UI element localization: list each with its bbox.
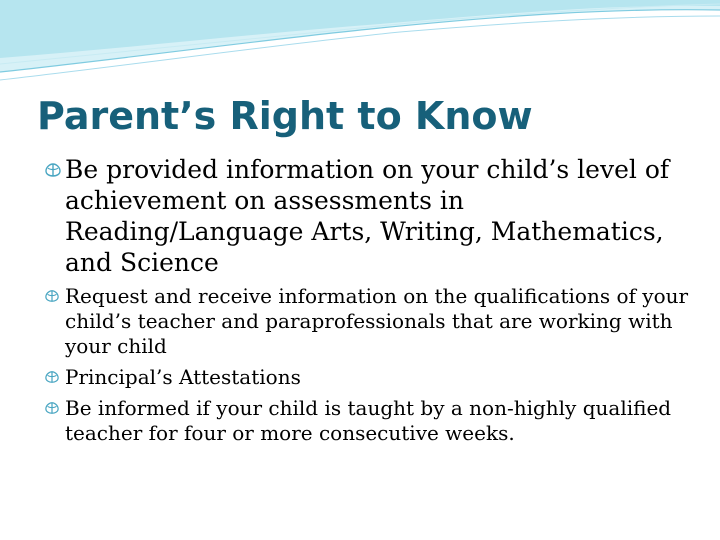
bullet-text: Be provided information on your child’s level of achievement on assessments in Reading/Language Arts, Writing, Mathematics, and Science bbox=[65, 155, 670, 277]
bullet-text: Request and receive information on the qualifications of your child’s teacher and paraprofessionals that are working with your child bbox=[65, 284, 689, 358]
tulip-bullet-icon bbox=[44, 370, 60, 384]
bullet-item bbox=[44, 396, 694, 446]
wave-header-decoration bbox=[0, 0, 720, 90]
bullet-item bbox=[44, 154, 694, 278]
slide-title: Parent’s Right to Know bbox=[37, 94, 533, 138]
bullet-list bbox=[44, 154, 694, 452]
tulip-bullet-icon bbox=[44, 162, 62, 178]
tulip-bullet-icon bbox=[44, 401, 60, 415]
tulip-bullet-icon bbox=[44, 289, 60, 303]
bullet-item bbox=[44, 365, 694, 390]
bullet-text: Be informed if your child is taught by a non-highly qualified teacher for four or more consecutive weeks. bbox=[65, 396, 672, 445]
bullet-text: Principal’s Attestations bbox=[65, 365, 301, 389]
bullet-item bbox=[44, 284, 694, 359]
